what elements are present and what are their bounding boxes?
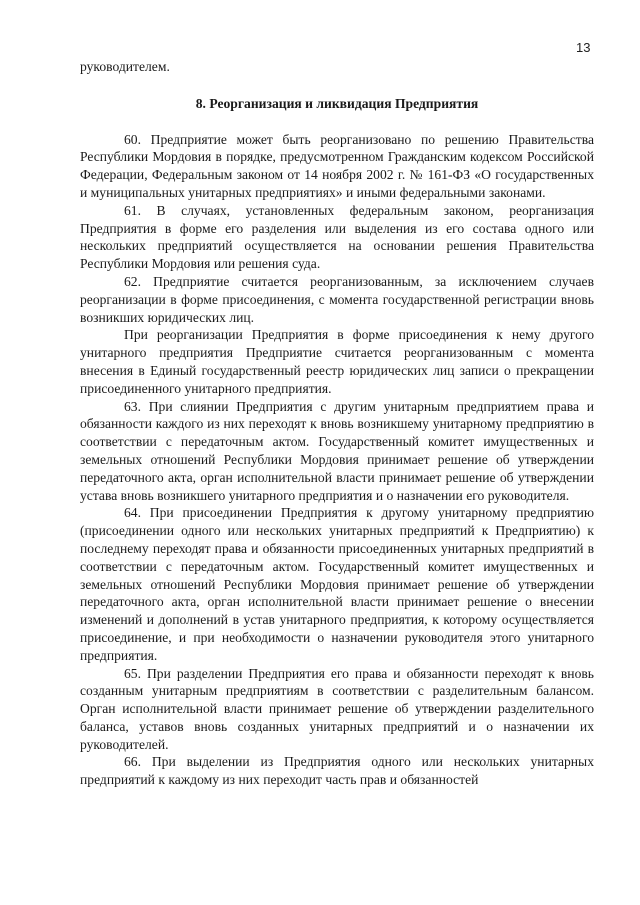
page-number: 13 <box>576 40 591 55</box>
paragraph-62-continued: При реорганизации Предприятия в форме присоединения к нему другого унитарного предприятия Предприятие считается реорганизованным с момента внесения в Единый государственный реестр юридических лиц записи о прекращении присоединенного унитарного предприятия. <box>80 327 594 396</box>
document-body <box>80 58 594 789</box>
paragraph-62: 62. Предприятие считается реорганизованным, за исключением случаев реорганизации в форме присоединения, с момента государственной регистрации вновь возникших юридических лиц. <box>80 273 594 325</box>
paragraph-65: 65. При разделении Предприятия его права и обязанности переходят к вновь созданным унитарным предприятиям в соответствии с разделительным балансом. Орган исполнительной власти принимает решение об утверждении разделительного баланса, уставов вновь созданных унитарных предприятий и о назначении их руководителей. <box>80 665 594 752</box>
continuation-text: руководителем. <box>80 59 170 74</box>
paragraph-61: 61. В случаях, установленных федеральным законом, реорганизация Предприятия в форме его разделения или выделения из его состава одного или нескольких предприятий осуществляется на основании решения Правительства Республики Мордовия или решения суда. <box>80 202 594 272</box>
paragraph-60: 60. Предприятие может быть реорганизовано по решению Правительства Республики Мордовия в порядке, предусмотренном Гражданским кодексом Российской Федерации, Федеральным законом от 14 ноября 2002 г. № 161-ФЗ «О государственных и муниципальных унитарных предприятиях» и иными федеральными законами. <box>80 131 594 200</box>
paragraph-66: 66. При выделении из Предприятия одного или нескольких унитарных предприятий к каждому из них переходит часть прав и обязанностей <box>80 754 594 788</box>
paragraph-63: 63. При слиянии Предприятия с другим унитарным предприятием права и обязанности каждого из них переходят к вновь возникшему унитарному предприятию в соответствии с передаточным актом. Государственный комитет имущественных и земельных отношений Республики Мордовия принимает решение об утверждении передаточного акта, орган исполнительной власти принимает решение об утверждении устава вновь возникшего унитарного предприятия и о назначении его руководителя. <box>80 398 594 503</box>
paragraph-64: 64. При присоединении Предприятия к другому унитарному предприятию (присоединении одного или нескольких унитарных предприятий к Предприятию) к последнему переходят права и обязанности присоединенных унитарных предприятий в соответствии с передаточным актом. Государственный комитет имущественных и земельных отношений Республики Мордовия принимает решение об утверждении передаточного акта, орган исполнительной власти принимает решение о внесении изменений и дополнений в устав унитарного предприятия, к которому осуществляется присоединение, и при необходимости о назначении руководителя этого унитарного предприятия. <box>80 505 594 663</box>
section-heading: 8. Реорганизация и ликвидация Предприятия <box>195 95 479 111</box>
